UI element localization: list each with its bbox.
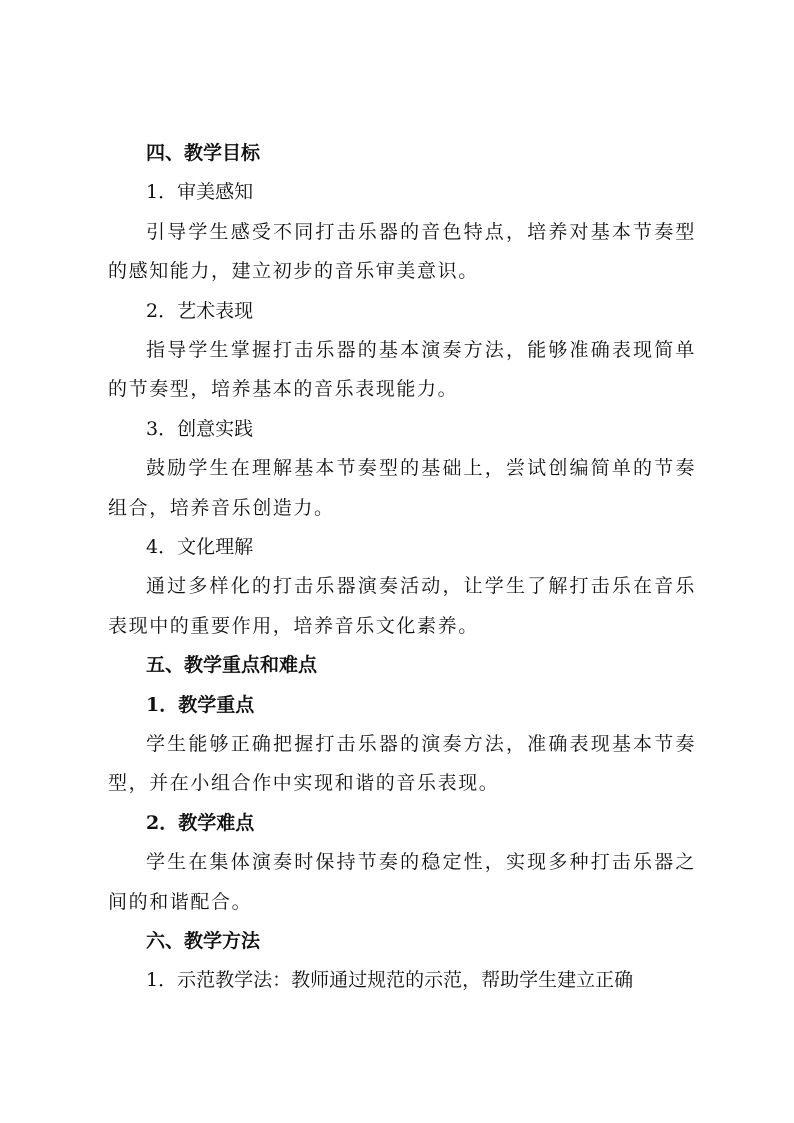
paragraph-teaching-difficulty: 学生在集体演奏时保持节奏的稳定性，实现多种打击乐器之间的和谐配合。 [108,851,696,913]
subheading-teaching-focus: 1．教学重点 [146,693,255,716]
document-page [108,134,696,1001]
section-heading-methods: 六、教学方法 [146,930,261,952]
paragraph-teaching-focus: 学生能够正确把握打击乐器的演奏方法，准确表现基本节奏型，并在小组合作中实现和谐的音乐表现。 [108,732,696,795]
paragraph-cultural-understanding: 通过多样化的打击乐器演奏活动，让学生了解打击乐在音乐表现中的重要作用，培养音乐文化素养。 [108,575,696,637]
paragraph-artistic-expression: 指导学生掌握打击乐器的基本演奏方法，能够准确表现简单的节奏型，培养基本的音乐表现能力。 [108,338,696,401]
subheading-creative-practice: 3．创意实践 [146,417,254,440]
section-heading-key-points: 五、教学重点和难点 [146,654,318,677]
subheading-aesthetic-perception: 1．审美感知 [146,181,254,204]
paragraph-aesthetic-perception: 引导学生感受不同打击乐器的音色特点，培养对基本节奏型的感知能力，建立初步的音乐审美意识。 [108,220,696,283]
subheading-artistic-expression: 2．艺术表现 [146,299,254,322]
section-heading-objectives: 四、教学目标 [146,142,261,164]
paragraph-demonstration-method: 1．示范教学法：教师通过规范的示范，帮助学生建立正确 [146,969,634,992]
subheading-teaching-difficulty: 2．教学难点 [146,811,255,834]
subheading-cultural-understanding: 4．文化理解 [146,536,254,558]
paragraph-creative-practice: 鼓励学生在理解基本节奏型的基础上，尝试创编简单的节奏组合，培养音乐创造力。 [108,457,696,519]
